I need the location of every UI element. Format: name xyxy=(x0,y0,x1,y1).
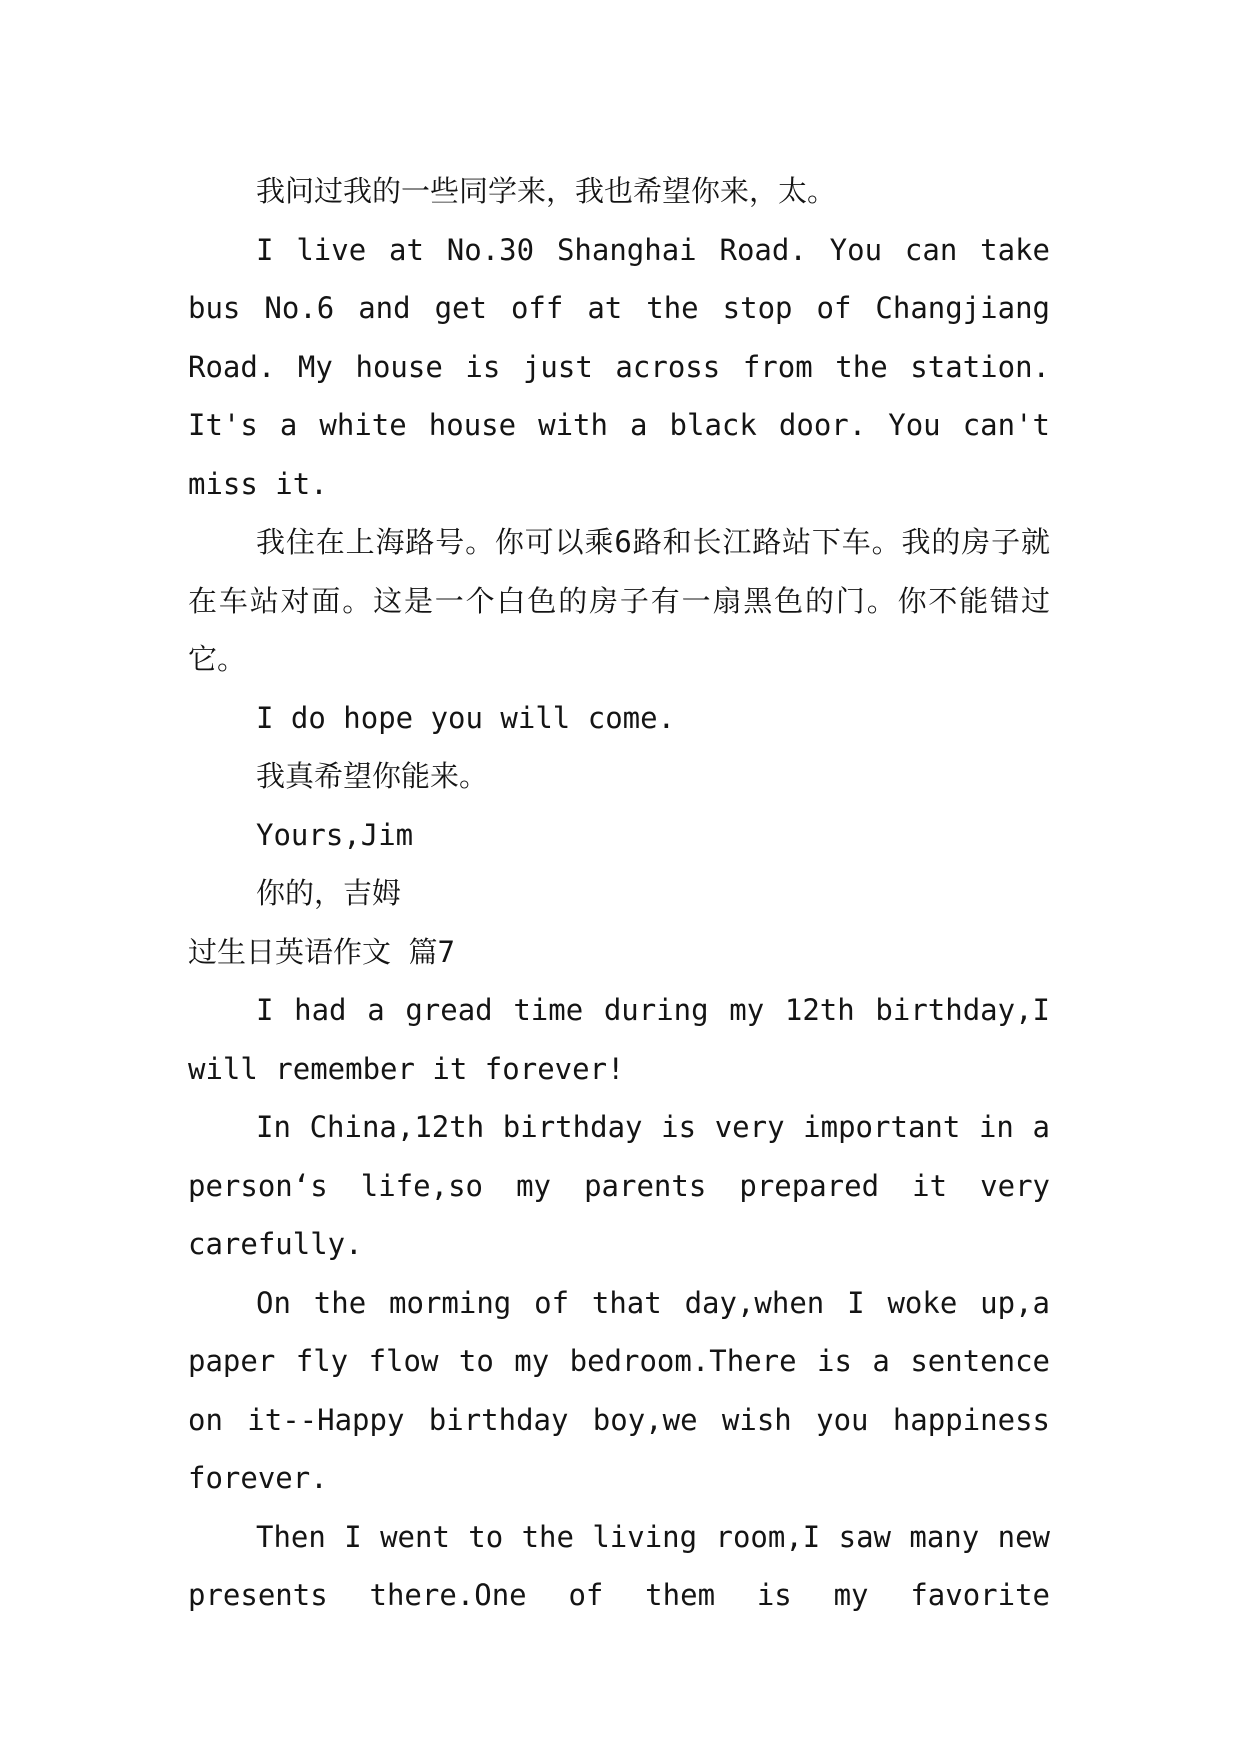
signature-cn: 你的，吉姆 xyxy=(256,876,402,910)
paragraph-morning: On the morming of that day,when I woke up,a paper fly flow to my bedroom.There is a sentence on it--Happy birthday boy,we wish you happiness forever. xyxy=(188,1285,1050,1495)
paragraph-address-en: I live at No.30 Shanghai Road. You can take bus No.6 and get off at the stop of Changjiang Road. My house is just across from the station. It's a white house with a black door. You can't miss it. xyxy=(188,232,1050,501)
paragraph-great-time: I had a gread time during my 12th birthday,I will remember it forever! xyxy=(188,993,1050,1086)
paragraph-china-12th: In China,12th birthday is very important in a person‘s life,so my parents prepared it very carefully. xyxy=(188,1110,1050,1261)
signature-en: Yours,Jim xyxy=(256,817,414,852)
paragraph-hope-en: I do hope you will come. xyxy=(256,700,676,735)
paragraph-invitation-cn: 我问过我的一些同学来，我也希望你来，太。 xyxy=(256,174,837,208)
document-body xyxy=(188,162,1050,1625)
paragraph-address-cn: 我住在上海路号。你可以乘6路和长江路站下车。我的房子就在车站对面。这是一个白色的房子有一扇黑色的门。你不能错过它。 xyxy=(188,525,1050,676)
section-heading: 过生日英语作文 篇7 xyxy=(188,934,455,969)
paragraph-living-room: Then I went to the living room,I saw many new presents there.One of them is my favorite xyxy=(188,1519,1050,1612)
paragraph-hope-cn: 我真希望你能来。 xyxy=(256,759,489,793)
